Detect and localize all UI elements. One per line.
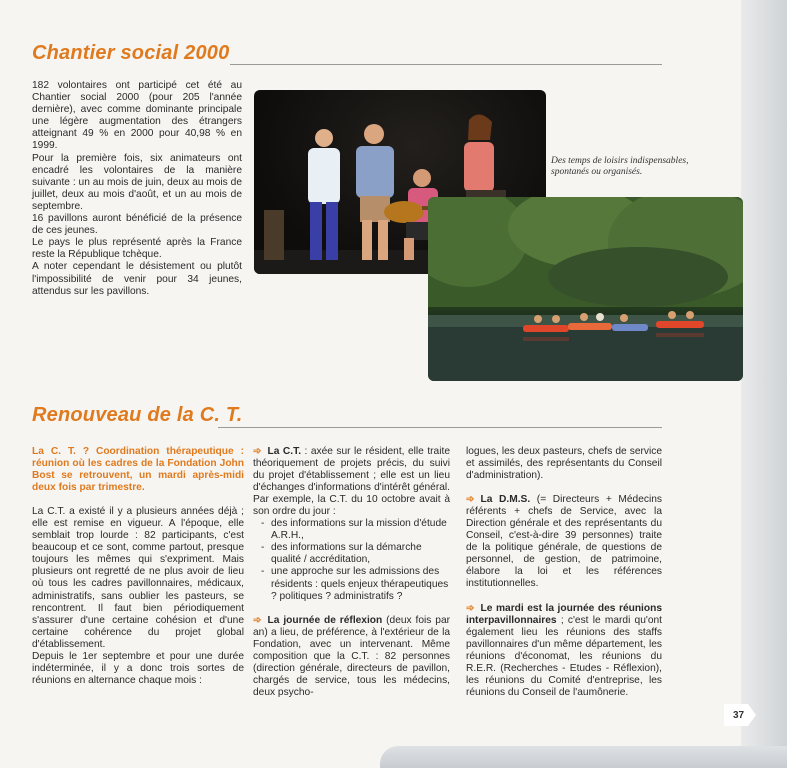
agenda-list [253,518,450,602]
paragraph: La C.T. a existé il y a plusieurs années déjà ; elle est remise en vigueur. A l'époque, elle semblait trop lourde : 82 participants, c'est beaucoup et ce sont, comme partout, presque toujours les mêmes qui s'expriment. Mais plusieurs ont regretté de ne plus avoir de lieu où tous les cadres pavillonnaires, médicaux, administratifs, sans oublier les pasteurs, se rencontrent. Il faut bien périodiquement s'assurer d'une certaine cohésion et d'une certaine cohérence du projet global d'établissement. [32,506,244,650]
column-2 [253,446,450,699]
list-item: - des informations sur la démarche qualité / accréditation, [271,542,450,566]
paragraph: (= Directeurs + Médecins référents + chefs de Service, avec la Direction générale et des représentants du Conseil, c'est-à-dire 39 personnes) traite de la politique générale, de questions de personnel, de gestion, de patrimoine, élabore la loi et les références institutionnelles. [466,494,662,590]
page-number: 37 [733,710,745,721]
arrow-icon: ➾ [253,446,262,457]
subheading: La D.M.S. [480,494,531,506]
paragraph: Pour la première fois, six animateurs ont encadré les volontaires de la manière suivante : un au mois de juin, deux au mois de juillet, deux au mois d'août, et un au mois de septembre. [32,152,242,212]
photo-caption: Des temps de loisirs indispensables, spontanés ou organisés. [551,156,689,177]
side-band [741,0,787,768]
paragraph: ; c'est le mardi qu'ont également lieu les réunions des staffs pavillonnaires d'un même département, les réunions d'économat, les réunions du R.E.R. (Recherches - Etudes - Réflexion), les réunions du Comité d'entreprise, les réunions du Conseil de l'aumônerie. [466,614,662,698]
subheading: La journée de réflexion [267,614,383,626]
section-title-renouveau: Renouveau de la C. T. [32,404,243,426]
paragraph: logues, les deux pasteurs, chefs de service et assimilés, des représentants du Conseil d'administration). [466,446,662,482]
photo-canoes [428,197,743,381]
column-1 [32,446,244,687]
list-item: - une approche sur les admissions des résidents : quels enjeux thérapeutiques ? politiques ? administratifs ? [271,566,450,602]
paragraph: 16 pavillons auront bénéficié de la présence de ces jeunes. [32,213,242,237]
lead-paragraph: La C. T. ? Coordination thérapeutique : réunion où les cadres de la Fondation John Bost se retrouvent, un mardi après-midi deux fois par trimestre. [32,446,244,494]
paragraph: A noter cependant le désistement ou plutôt l'impossibilité de venir pour 34 jeunes, attendus sur les pavillons. [32,261,242,297]
arrow-icon: ➾ [466,602,475,614]
subheading: Le mardi est la journée des réunions interpavillonnaires [466,602,662,626]
paragraph: Depuis le 1er septembre et pour une durée indéterminée, il y a donc trois sortes de réunions en alternance chaque mois : [32,650,244,686]
photo-canoes-illustration [428,197,743,381]
section-title-chantier: Chantier social 2000 [32,42,230,64]
paragraph: 182 volontaires ont participé cet été au Chantier social 2000 (pour 205 l'année dernière), avec comme dominante principale une légère augmentation des étrangers atteignant 49 % en 2000 pour 40,98 % en 1999. [32,80,242,152]
arrow-icon: ➾ [466,494,475,506]
arrow-icon: ➾ [253,614,262,626]
column-3 [466,446,662,699]
paragraph: : axée sur le résident, elle traite théoriquement de projets précis, du suivi du projet d'établissement ; elle est un lieu d'échanges d'informations d'intérêt général. Par exemple, la C.T. du 10 octobre avait à son ordre du jour : [253,446,450,518]
subheading: La C.T. [267,446,302,457]
intro-text [32,80,242,298]
title-rule [218,427,662,428]
title-rule [230,64,662,65]
paragraph: Le pays le plus représenté après la France reste la République tchèque. [32,237,242,261]
paragraph: (deux fois par an) a lieu, de préférence, à l'extérieur de la Fondation, avec un intervenant. Même composition que la C.T. : 82 personnes (direction générale, directeurs de pavillon, chargés de service, tous les médecins, deux psycho- [253,614,450,698]
bottom-band [380,746,787,768]
list-item: - des informations sur la mission d'étude A.R.H., [271,518,450,542]
